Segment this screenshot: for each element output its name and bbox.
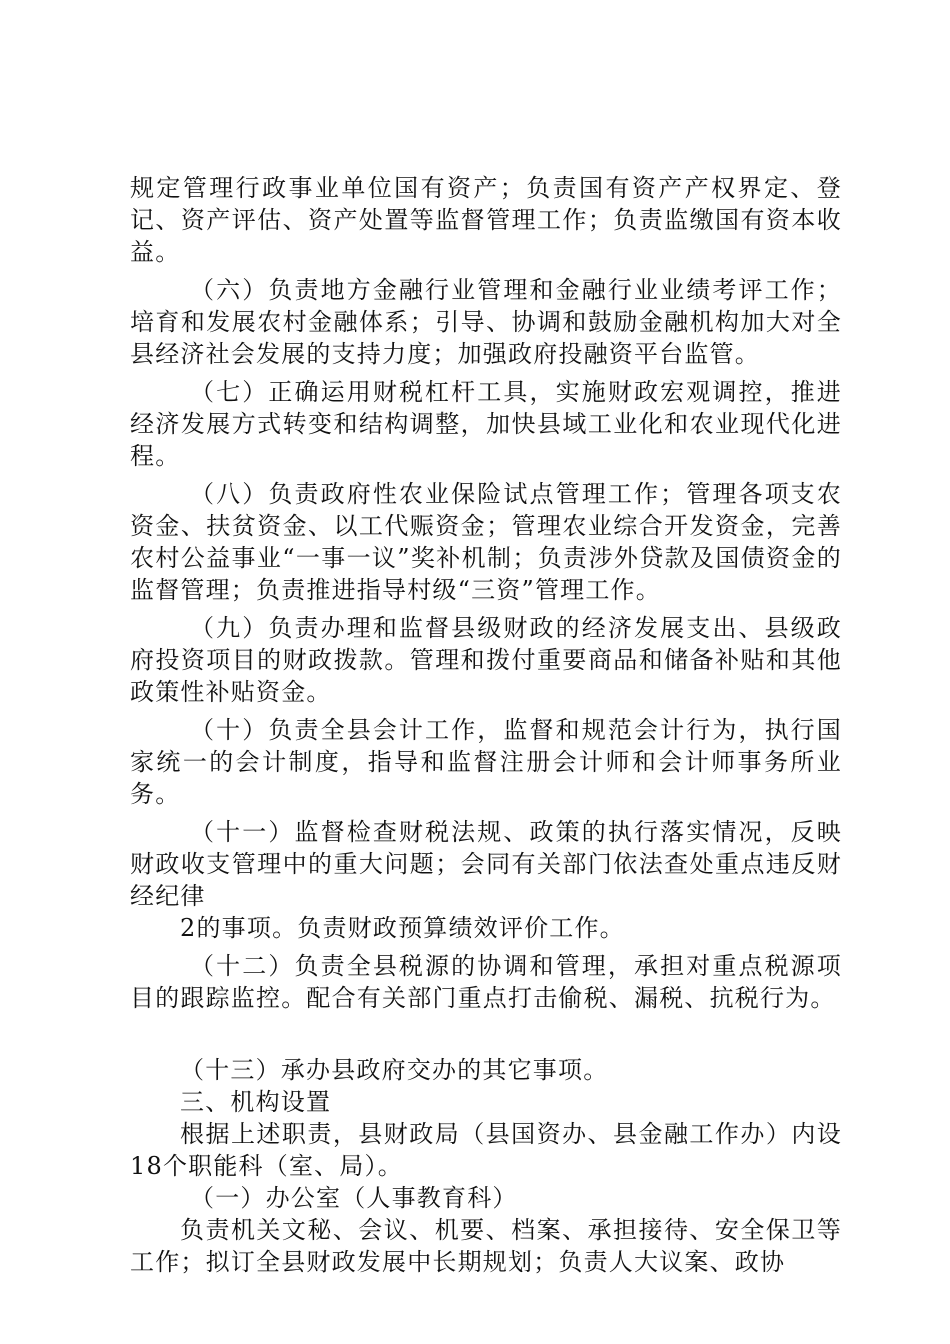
paragraph-office-duties: 负责机关文秘、会议、机要、档案、承担接待、安全保卫等工作；拟订全县财政发展中长期规划；负责人大议案、政协	[130, 1216, 842, 1276]
paragraph-item-12: （十二）负责全县税源的协调和管理，承担对重点税源项目的跟踪监控。配合有关部门重点打击偷税、漏税、抗税行为。	[130, 952, 842, 1012]
paragraph-item-11: （十一）监督检查财税法规、政策的执行落实情况，反映财政收支管理中的重大问题；会同有关部门依法查处重点违反财经纪律	[130, 818, 842, 910]
paragraph-item-6: （六）负责地方金融行业管理和金融行业业绩考评工作；培育和发展农村金融体系；引导、协调和鼓励金融机构加大对全县经济社会发展的支持力度；加强政府投融资平台监管。	[130, 276, 842, 368]
paragraph-organization-intro: 根据上述职责，县财政局（县国资办、县金融工作办）内设18个职能科（室、局）。	[130, 1120, 842, 1180]
paragraph-state-assets: 规定管理行政事业单位国有资产；负责国有资产产权界定、登记、资产评估、资产处置等监督管理工作；负责监缴国有资本收益。	[130, 174, 842, 266]
paragraph-item-10: （十）负责全县会计工作，监督和规范会计行为，执行国家统一的会计制度，指导和监督注册会计师和会计师事务所业务。	[130, 716, 842, 808]
paragraph-item-7: （七）正确运用财税杠杆工具，实施财政宏观调控，推进经济发展方式转变和结构调整，加快县域工业化和农业现代化进程。	[130, 378, 842, 470]
subheading-office: （一）办公室（人事教育科）	[190, 1184, 518, 1212]
paragraph-item-13: （十三）承办县政府交办的其它事项。	[180, 1056, 609, 1084]
document-body	[130, 172, 842, 1278]
paragraph-item-9: （九）负责办理和监督县级财政的经济发展支出、县级政府投资项目的财政拨款。管理和拨付重要商品和储备补贴和其他政策性补贴资金。	[130, 614, 842, 706]
section-heading-organization: 三、机构设置	[180, 1088, 332, 1116]
paragraph-item-8: （八）负责政府性农业保险试点管理工作；管理各项支农资金、扶贫资金、以工代赈资金；管理农业综合开发资金，完善农村公益事业“一事一议”奖补机制；负责涉外贷款及国债资金的监督管理；负责推进指导村级“三资”管理工作。	[130, 480, 842, 604]
paragraph-item-11-continued: 2的事项。负责财政预算绩效评价工作。	[180, 914, 625, 942]
